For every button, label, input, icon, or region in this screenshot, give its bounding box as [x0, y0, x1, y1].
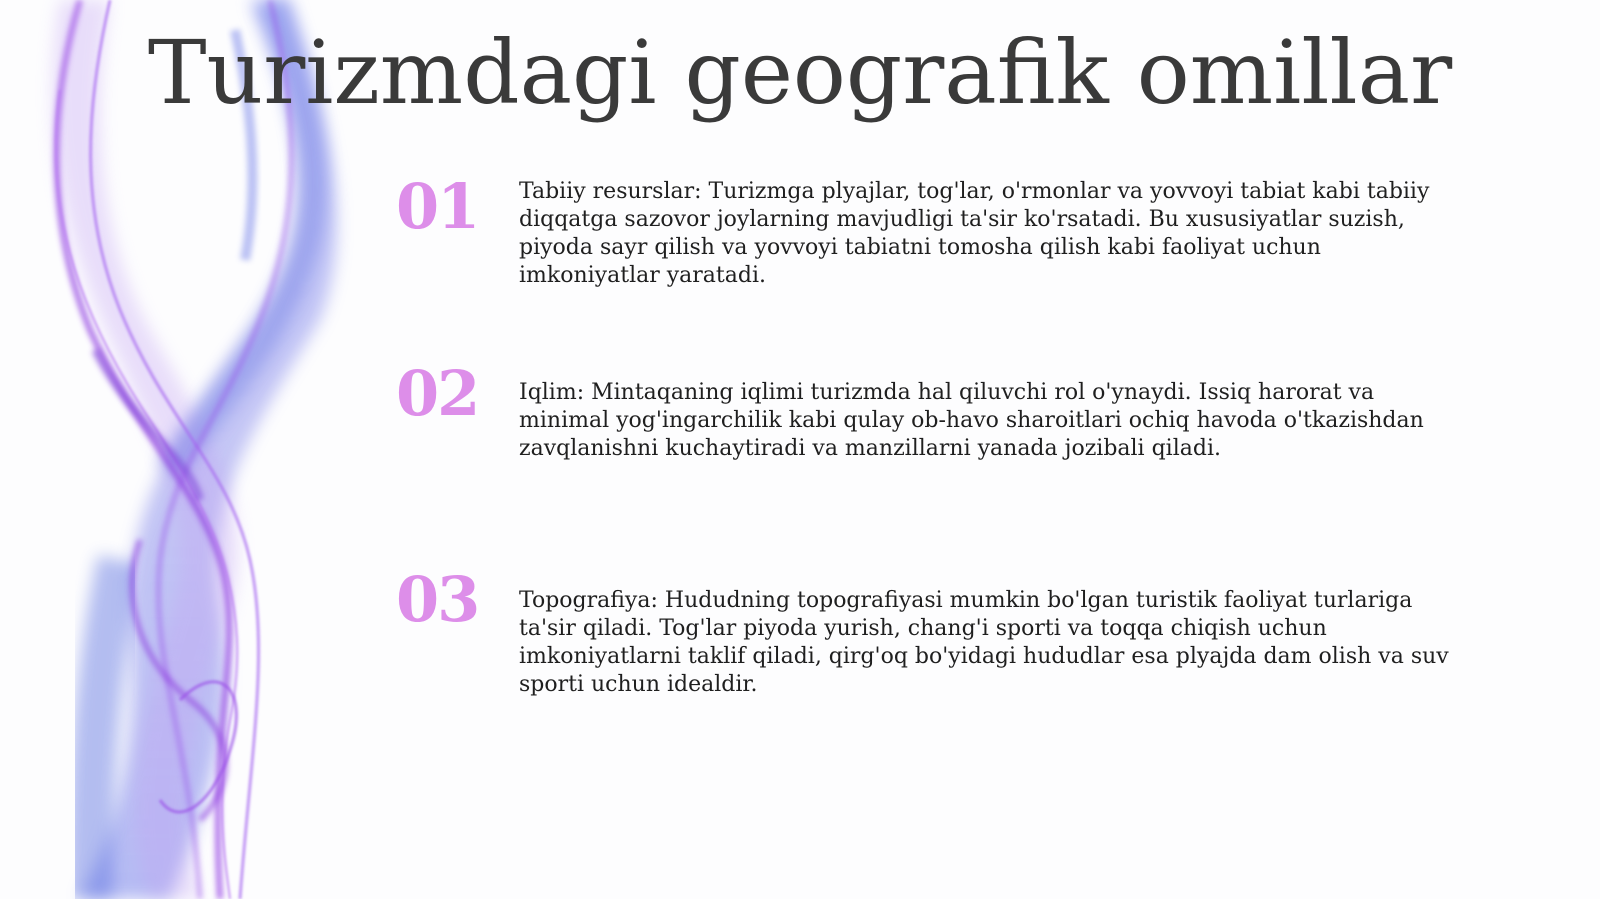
- item-number: 03: [396, 563, 479, 636]
- purple-smoke-decoration: [0, 0, 400, 899]
- slide-title: Turizmdagi geografik omillar: [147, 21, 1453, 124]
- item-number: 02: [396, 357, 479, 430]
- item-number: 01: [396, 170, 479, 243]
- item-text: Tabiiy resurslar: Turizmga plyajlar, tog'lar, o'rmonlar va yovvoyi tabiat kabi tabiiy diqqatga sazovor joylarning mavjudligi ta'sir ko'rsatadi. Bu xususiyatlar suzish, piyoda sayr qilish va yovvoyi tabiatni tomosha qilish kabi faoliyat uchun imkoniyatlar yaratadi.: [519, 179, 1430, 288]
- item-text: Topografiya: Hududning topografiyasi mumkin bo'lgan turistik faoliyat turlariga ta'sir qiladi. Tog'lar piyoda yurish, chang'i sporti va toqqa chiqish uchun imkoniyatlarni taklif qiladi, qirg'oq bo'yidagi hududlar esa plyajda dam olish va suv sporti uchun idealdir.: [519, 588, 1449, 697]
- item-text: Iqlim: Mintaqaning iqlimi turizmda hal qiluvchi rol o'ynaydi. Issiq harorat va minimal yog'ingarchilik kabi qulay ob-havo sharoitlari ochiq havoda o'tkazishdan zavqlanishni kuchaytiradi va manzillarni yanada jozibali qiladi.: [519, 380, 1424, 461]
